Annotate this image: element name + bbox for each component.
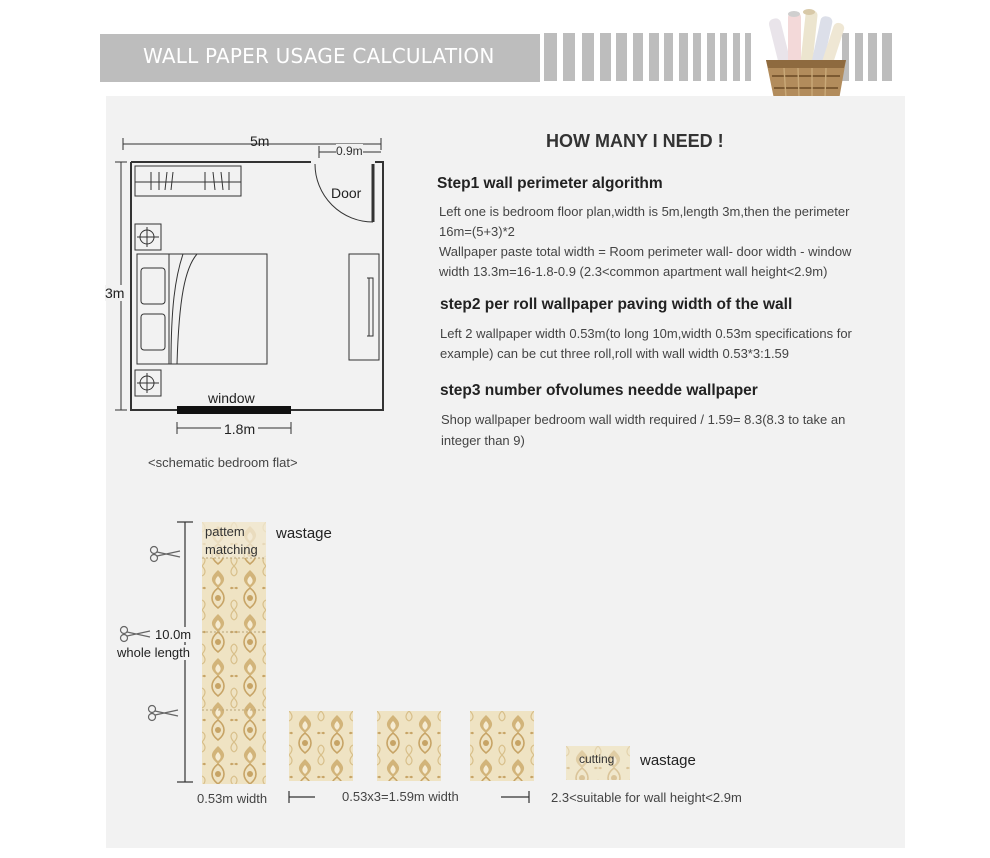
header-stripe	[868, 33, 877, 81]
header-stripe	[616, 33, 627, 81]
height-note: 2.3<suitable for wall height<2.9m	[551, 790, 742, 805]
combined-width-label: 0.53x3=1.59m width	[342, 789, 459, 804]
header-stripe	[600, 33, 611, 81]
roll-width-label: 0.53m width	[197, 791, 268, 806]
step1-title: Step1 wall perimeter algorithm	[437, 175, 663, 192]
step1-line: width 13.3m=16-1.8-0.9 (2.3<common apartment wall height<2.9m)	[439, 264, 828, 279]
page-title: WALL PAPER USAGE CALCULATION	[143, 44, 495, 68]
step3-line: integer than 9)	[441, 433, 525, 448]
scissors-icon	[146, 704, 180, 722]
plan-caption: <schematic bedroom flat>	[148, 455, 298, 470]
window-label: window	[208, 390, 255, 406]
wallpaper-piece	[289, 711, 353, 781]
wallpaper-piece	[377, 711, 441, 781]
header-stripe	[882, 33, 892, 81]
header-stripe	[855, 33, 863, 81]
header-stripe	[649, 33, 659, 81]
step3-title: step3 number ofvolumes needde wallpaper	[440, 382, 758, 399]
length-label: whole length	[117, 645, 190, 660]
pattern-label: matching	[205, 542, 258, 557]
scissors-icon	[118, 625, 152, 643]
step1-line: 16m=(5+3)*2	[439, 224, 515, 239]
header-stripe	[633, 33, 643, 81]
header-stripe	[720, 33, 727, 81]
step2-line: example) can be cut three roll,roll with wall width 0.53*3:1.59	[440, 346, 790, 361]
header-stripe	[707, 33, 715, 81]
header-stripe	[582, 33, 594, 81]
header-stripe	[679, 33, 688, 81]
length-value: 10.0m	[155, 627, 192, 642]
door-width-label: 0.9m	[336, 144, 363, 158]
step1-line: Left one is bedroom floor plan,width is 5m,length 3m,then the perimeter	[439, 204, 850, 219]
section-heading: HOW MANY I NEED !	[546, 131, 724, 151]
header-stripe	[563, 33, 575, 81]
window-width-label: 1.8m	[221, 421, 258, 437]
step3-line: Shop wallpaper bedroom wall width required / 1.59= 8.3(8.3 to take an	[441, 412, 846, 427]
header-stripe	[745, 33, 751, 81]
step2-title: step2 per roll wallpaper paving width of the wall	[440, 296, 793, 313]
pattern-label: pattem	[205, 524, 245, 539]
scissors-icon	[148, 545, 182, 563]
wallpaper-piece	[470, 711, 534, 781]
cutting-label: cutting	[579, 752, 615, 766]
header-stripe	[693, 33, 701, 81]
header-stripe	[544, 33, 557, 81]
door-label: Door	[331, 185, 362, 201]
step1-line: Wallpaper paste total width = Room perimeter wall- door width - window	[439, 244, 852, 259]
header-stripe	[733, 33, 740, 81]
plan-width-label: 5m	[250, 133, 270, 149]
header-stripe	[664, 33, 673, 81]
wallpaper-roll-strip	[202, 522, 266, 784]
wastage-label: wastage	[276, 525, 332, 542]
wastage-label: wastage	[640, 752, 696, 769]
step2-line: Left 2 wallpaper width 0.53m(to long 10m,width 0.53m specifications for	[440, 326, 852, 341]
plan-length-label: 3m	[105, 285, 125, 301]
